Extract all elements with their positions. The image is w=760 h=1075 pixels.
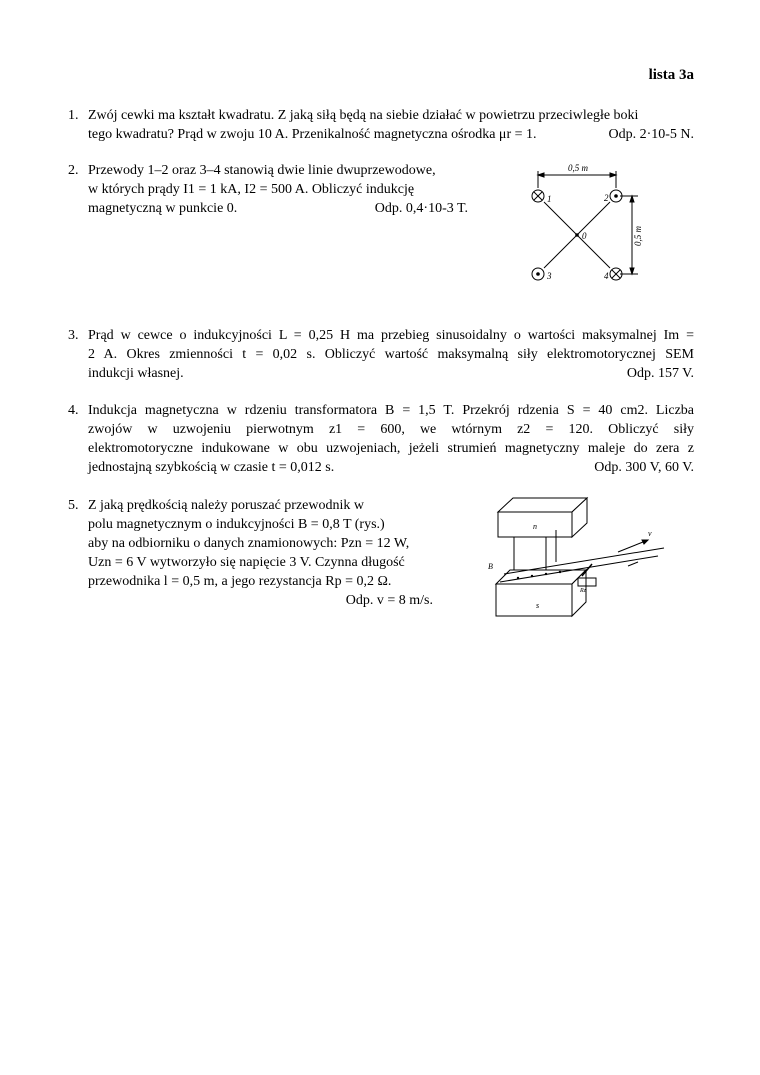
task-4-line-4 <box>88 458 694 477</box>
task-3-line-3-text: indukcji własnej. <box>88 366 184 381</box>
task-3-line-3 <box>88 364 694 383</box>
task-3-line-2: 2 A. Okres zmienności t = 0,02 s. Obliczyć wartość maksymalną siły elektromotorycznej SEM <box>88 347 694 362</box>
field-label-b: B <box>488 562 493 571</box>
resistor-label-rz: Rz <box>580 588 586 594</box>
list-title: lista 3a <box>648 67 694 83</box>
task-4-answer: Odp. 300 V, 60 V. <box>594 460 694 475</box>
task-number: 1. <box>68 108 79 123</box>
task-2-line-2: w których prądy I1 = 1 kA, I2 = 500 A. Obliczyć indukcję <box>88 182 415 197</box>
figure-magnet-conductor <box>488 492 678 622</box>
figure-two-wire-lines <box>520 160 660 290</box>
task-3-line-1: Prąd w cewce o indukcyjności L = 0,25 H ma przebieg sinusoidalny o wartości maksymalnej Im = <box>88 328 694 343</box>
wire-label-3: 3 <box>547 271 552 281</box>
figure-dim-vertical: 0,5 m <box>633 226 643 246</box>
pole-label-n: n <box>533 522 537 531</box>
task-5-answer: Odp. v = 8 m/s. <box>345 593 433 608</box>
wire-label-4: 4 <box>604 271 609 281</box>
task-2-line-3 <box>88 199 468 218</box>
task-5-line-6 <box>88 591 433 610</box>
task-number: 2. <box>68 163 79 178</box>
task-2-answer: Odp. 0,4·10-3 T. <box>374 201 468 216</box>
wire-label-1: 1 <box>547 194 552 204</box>
task-2-line-3-text: magnetyczną w punkcie 0. <box>88 201 238 216</box>
task-4-line-2: zwojów w uzwojeniu pierwotnym z1 = 600, we wtórnym z2 = 120. Obliczyć siły <box>88 422 694 437</box>
task-5-line-3: aby na odbiorniku o danych znamionowych: Pzn = 12 W, <box>88 536 410 551</box>
task-1-line-2-text: tego kwadratu? Prąd w zwoju 10 A. Przenikalność magnetyczna ośrodka μr = 1. <box>88 127 537 142</box>
velocity-label-v: v <box>648 529 652 538</box>
task-number: 3. <box>68 328 79 343</box>
task-1-line-2 <box>88 125 694 144</box>
task-5-line-2: polu magnetycznym o indukcyjności B = 0,8 T (rys.) <box>88 517 385 532</box>
task-5-line-4: Uzn = 6 V wytworzyło się napięcie 3 V. Czynna długość <box>88 555 405 570</box>
task-5-line-5: przewodnika l = 0,5 m, a jego rezystancja Rp = 0,2 Ω. <box>88 574 392 589</box>
wire-label-2: 2 <box>604 193 609 203</box>
task-1-line-1: Zwój cewki ma kształt kwadratu. Z jaką siłą będą na siebie działać w powietrzu przeciwległe boki <box>88 108 639 123</box>
task-4-line-1: Indukcja magnetyczna w rdzeniu transformatora B = 1,5 T. Przekrój rdzenia S = 40 cm2. Liczba <box>88 403 694 418</box>
task-number: 4. <box>68 403 79 418</box>
figure-dim-horizontal: 0,5 m <box>568 163 588 173</box>
task-1-answer: Odp. 2·10-5 N. <box>608 127 694 142</box>
task-3-answer: Odp. 157 V. <box>626 366 694 381</box>
task-4-line-3: elektromotoryczne indukowane w obu uzwojeniach, jeżeli strumień magnetyczny maleje do zera z <box>88 441 694 456</box>
pole-label-s: s <box>536 601 540 610</box>
task-2-line-1: Przewody 1–2 oraz 3–4 stanowią dwie linie dwuprzewodowe, <box>88 163 436 178</box>
task-5-line-1: Z jaką prędkością należy poruszać przewodnik w <box>88 498 364 513</box>
task-4-line-4-text: jednostajną szybkością w czasie t = 0,012 s. <box>88 460 335 475</box>
point-label-0: 0 <box>582 231 587 241</box>
task-number: 5. <box>68 498 79 513</box>
